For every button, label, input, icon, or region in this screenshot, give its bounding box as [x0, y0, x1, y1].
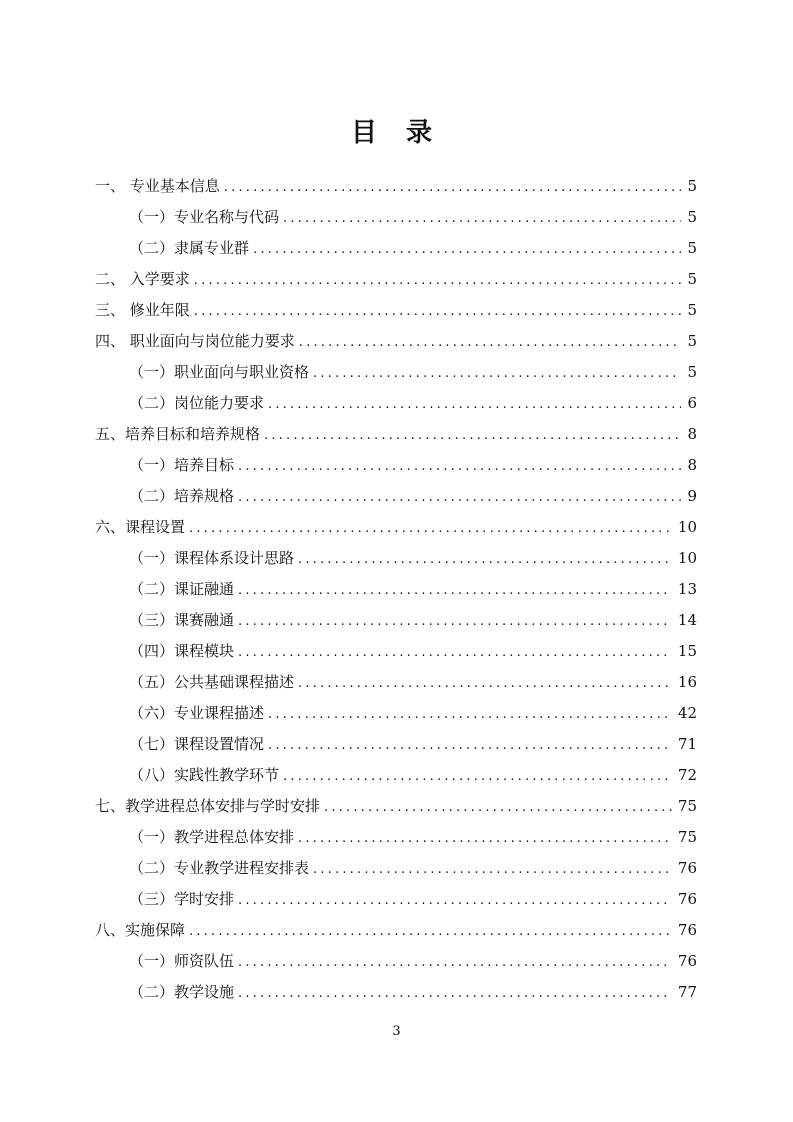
toc-entry[interactable]: [95, 760, 697, 791]
toc-entry-page: 5: [687, 363, 697, 381]
toc-entry-label: （三）学时安排: [129, 890, 235, 908]
dot-leader: [253, 234, 681, 265]
toc-entry-page: 8: [687, 425, 697, 443]
toc-entry-label: （一）师资队伍: [129, 952, 235, 970]
toc-entry-page: 5: [687, 239, 697, 257]
toc-entry[interactable]: [95, 884, 697, 915]
toc-entry[interactable]: [95, 326, 697, 357]
page-number: 3: [392, 1024, 401, 1039]
dot-leader: [283, 203, 681, 234]
toc-entry[interactable]: [95, 419, 697, 450]
dot-leader: [299, 327, 681, 358]
toc-entry-label: （三）课赛融通: [129, 611, 235, 629]
toc-entry-label: （二）教学设施: [129, 983, 235, 1001]
toc-entry-label: （一）教学进程总体安排: [129, 828, 295, 846]
toc-entry-label: （四）课程模块: [129, 642, 235, 660]
toc-entry[interactable]: [95, 822, 697, 853]
toc-entry-label: 七、教学进程总体安排与学时安排: [95, 797, 321, 815]
toc-entry-page: 8: [687, 456, 697, 474]
dot-leader: [189, 916, 672, 947]
toc-entry-page: 13: [677, 580, 697, 598]
toc-entry-page: 6: [687, 394, 697, 412]
toc-entry[interactable]: [95, 357, 697, 388]
toc-entry[interactable]: [95, 202, 697, 233]
table-of-contents: [95, 171, 697, 1008]
dot-leader: [194, 265, 681, 296]
toc-entry-label: 二、 入学要求: [95, 270, 190, 288]
dot-leader: [324, 792, 672, 823]
toc-entry[interactable]: [95, 171, 697, 202]
toc-entry-label: 一、 专业基本信息: [95, 177, 220, 195]
toc-entry-page: 72: [677, 766, 697, 784]
toc-entry[interactable]: [95, 698, 697, 729]
toc-entry-label: 四、 职业面向与岗位能力要求: [95, 332, 295, 350]
toc-entry-page: 9: [687, 487, 697, 505]
toc-entry[interactable]: [95, 388, 697, 419]
toc-entry-page: 16: [677, 673, 697, 691]
toc-entry-label: （二）课证融通: [129, 580, 235, 598]
dot-leader: [268, 699, 672, 730]
toc-entry-label: 八、实施保障: [95, 921, 186, 939]
page-title: 目 录: [350, 118, 443, 148]
dot-leader: [238, 947, 672, 978]
toc-entry-label: （二）隶属专业群: [129, 239, 250, 257]
dot-leader: [268, 730, 672, 761]
dot-leader: [194, 296, 681, 327]
dot-leader: [189, 513, 672, 544]
dot-leader: [313, 854, 672, 885]
dot-leader: [264, 420, 681, 451]
toc-entry-page: 5: [687, 270, 697, 288]
toc-entry-page: 76: [677, 921, 697, 939]
toc-entry[interactable]: [95, 574, 697, 605]
dot-leader: [238, 606, 672, 637]
toc-entry[interactable]: [95, 667, 697, 698]
dot-leader: [238, 637, 672, 668]
toc-entry-page: 71: [677, 735, 697, 753]
dot-leader: [224, 172, 681, 203]
dot-leader: [238, 482, 681, 513]
toc-entry[interactable]: [95, 481, 697, 512]
toc-entry-page: 76: [677, 952, 697, 970]
toc-entry-page: 10: [677, 549, 697, 567]
dot-leader: [268, 389, 681, 420]
toc-entry[interactable]: [95, 512, 697, 543]
toc-entry-label: 三、 修业年限: [95, 301, 190, 319]
toc-entry[interactable]: [95, 915, 697, 946]
dot-leader: [238, 451, 681, 482]
dot-leader: [238, 885, 672, 916]
dot-leader: [298, 823, 672, 854]
toc-entry[interactable]: [95, 853, 697, 884]
dot-leader: [238, 978, 672, 1009]
toc-entry-page: 5: [687, 332, 697, 350]
toc-entry-page: 42: [677, 704, 697, 722]
toc-entry-page: 10: [677, 518, 697, 536]
dot-leader: [313, 358, 681, 389]
toc-entry[interactable]: [95, 946, 697, 977]
toc-entry-label: （一）专业名称与代码: [129, 208, 280, 226]
toc-entry[interactable]: [95, 977, 697, 1008]
toc-entry-page: 5: [687, 177, 697, 195]
toc-entry[interactable]: [95, 543, 697, 574]
toc-entry[interactable]: [95, 729, 697, 760]
toc-entry-label: （二）岗位能力要求: [129, 394, 265, 412]
toc-entry[interactable]: [95, 791, 697, 822]
toc-entry-label: （六）专业课程描述: [129, 704, 265, 722]
toc-entry-page: 77: [677, 983, 697, 1001]
toc-entry-label: （五）公共基础课程描述: [129, 673, 295, 691]
toc-entry[interactable]: [95, 233, 697, 264]
dot-leader: [283, 761, 672, 792]
toc-entry-label: 五、培养目标和培养规格: [95, 425, 261, 443]
toc-entry-label: （七）课程设置情况: [129, 735, 265, 753]
toc-entry-page: 76: [677, 859, 697, 877]
toc-entry[interactable]: [95, 636, 697, 667]
toc-entry-label: （一）课程体系设计思路: [129, 549, 295, 567]
toc-entry-label: 六、课程设置: [95, 518, 186, 536]
toc-entry-page: 75: [677, 828, 697, 846]
toc-entry-label: （一）职业面向与职业资格: [129, 363, 310, 381]
dot-leader: [238, 575, 672, 606]
toc-entry-label: （二）专业教学进程安排表: [129, 859, 310, 877]
toc-entry-label: （一）培养目标: [129, 456, 235, 474]
toc-entry[interactable]: [95, 450, 697, 481]
toc-entry[interactable]: [95, 295, 697, 326]
toc-entry-page: 5: [687, 301, 697, 319]
toc-entry-label: （八）实践性教学环节: [129, 766, 280, 784]
toc-entry-page: 75: [677, 797, 697, 815]
toc-entry-page: 14: [677, 611, 697, 629]
dot-leader: [298, 544, 672, 575]
toc-entry-page: 5: [687, 208, 697, 226]
toc-entry-page: 15: [677, 642, 697, 660]
dot-leader: [298, 668, 672, 699]
toc-entry[interactable]: [95, 264, 697, 295]
toc-entry[interactable]: [95, 605, 697, 636]
toc-entry-label: （二）培养规格: [129, 487, 235, 505]
toc-entry-page: 76: [677, 890, 697, 908]
